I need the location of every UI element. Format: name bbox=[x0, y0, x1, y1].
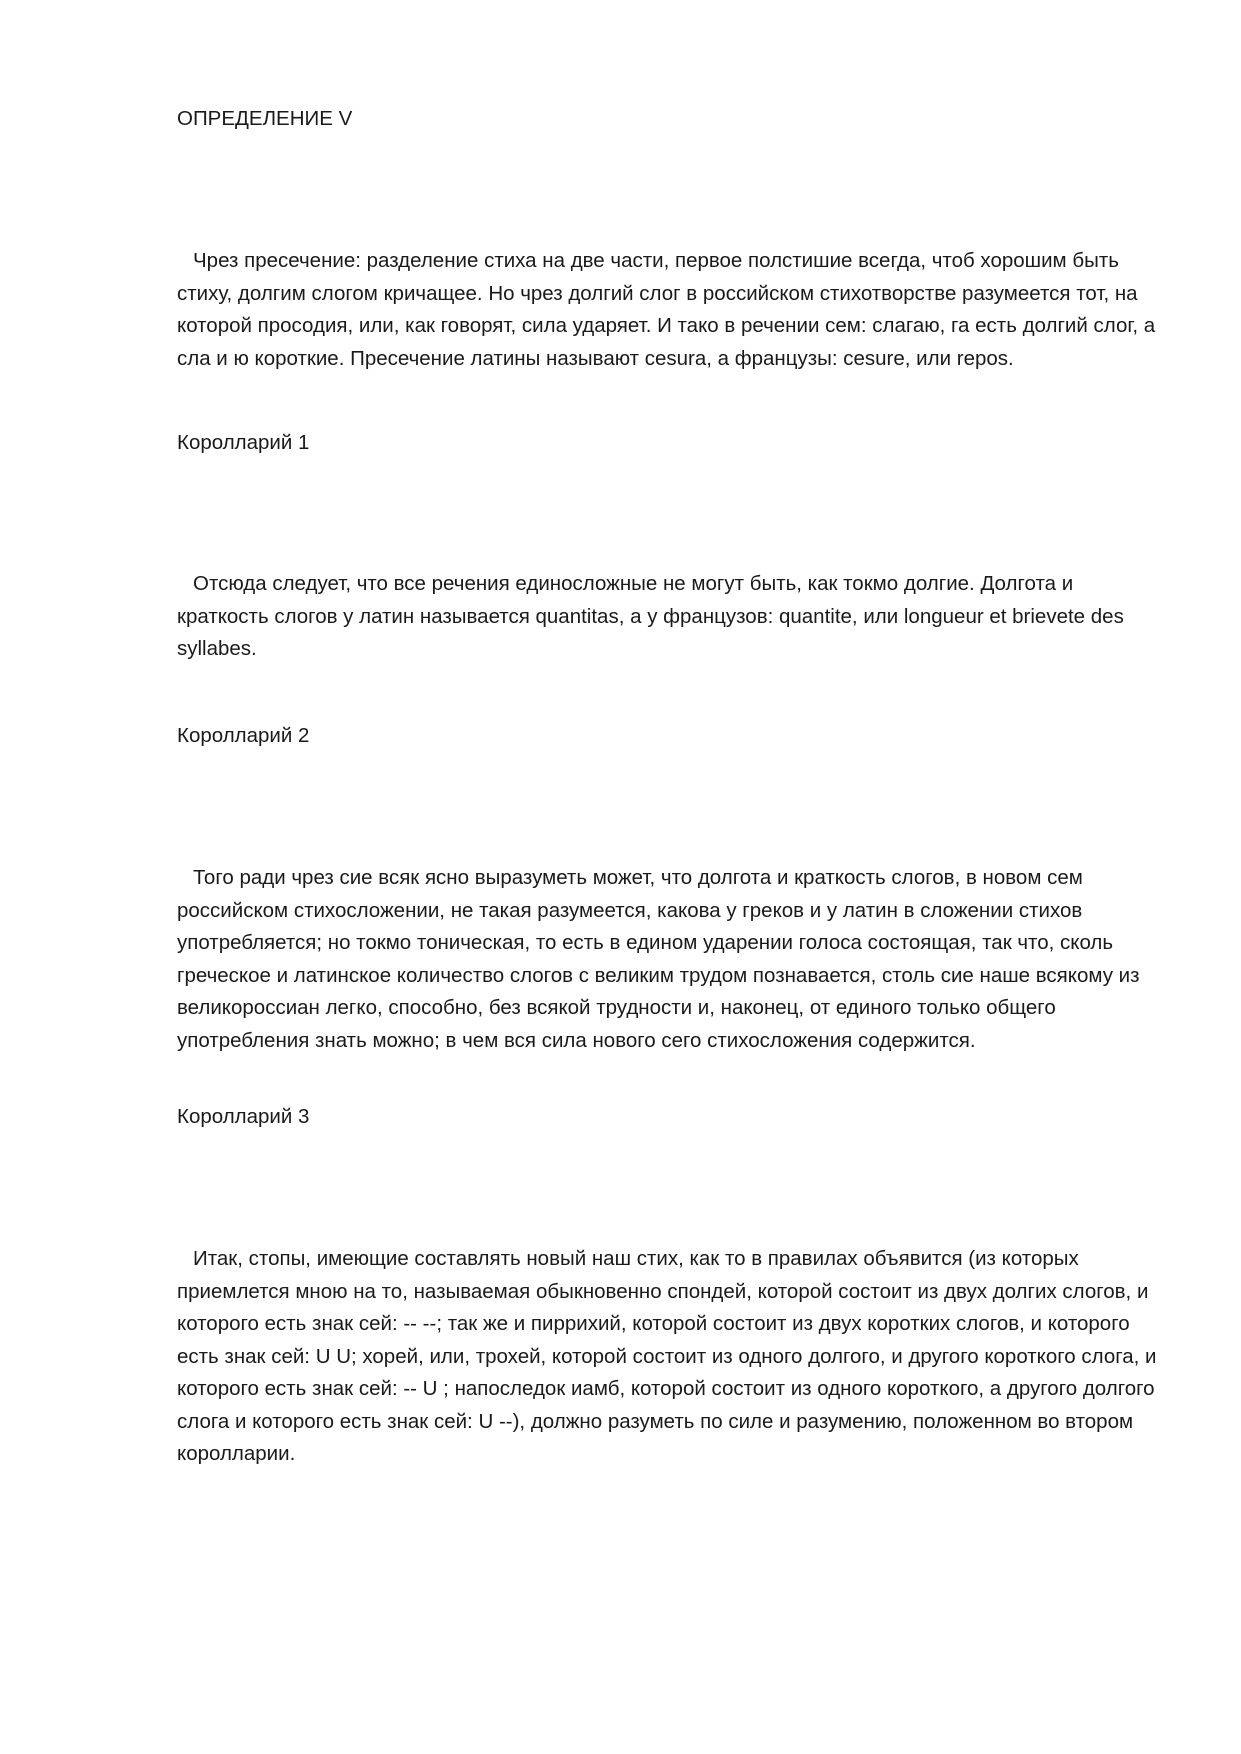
corollary-1-heading: Королларий 1 bbox=[177, 431, 310, 454]
corollary-3-heading: Королларий 3 bbox=[177, 1105, 310, 1128]
corollary-3-paragraph: Итак, стопы, имеющие составлять новый наш стих, как то в правилах объявится (из которых приемлется мною на то, называемая обыкновенно спондей, которой состоит из двух долгих слогов, и которого есть знак сей: -- --; так же и пиррихий, которой состоит из двух коротких слогов, и которого есть знак сей: U U; хорей, или, трохей, которой состоит из одного долгого, и другого короткого слога, и которого есть знак сей: -- U ; напоследок иамб, которой состоит из одного короткого, а другого долгого слога и которого есть знак сей: U --), должно разуметь по силе и разумению, положенном во втором королларии. bbox=[177, 1247, 1157, 1465]
document-title: ОПРЕДЕЛЕНИЕ V bbox=[177, 107, 353, 130]
corollary-1-paragraph: Отсюда следует, что все речения единосложные не могут быть, как токмо долгие. Долгота и краткость слогов у латин называется quantitas, а у французов: quantite, или longueur et brievete des syllabes. bbox=[177, 572, 1124, 660]
corollary-2-heading: Королларий 2 bbox=[177, 724, 310, 747]
corollary-2-paragraph: Того ради чрез сие всяк ясно выразуметь может, что долгота и краткость слогов, в новом сем российском стихосложении, не такая разумеется, какова у греков и у латин в сложении стихов употребляется; но токмо тоническая, то есть в едином ударении голоса состоящая, так что, сколь греческое и латинское количество слогов с великим трудом познавается, столь сие наше всякому из великороссиан легко, способно, без всякой трудности и, наконец, от единого только общего употребления знать можно; в чем вся сила нового сего стихосложения содержится. bbox=[177, 866, 1140, 1052]
definition-paragraph: Чрез пресечение: разделение стиха на две части, первое полстишие всегда, чтоб хорошим быть стиху, долгим слогом кричащее. Но чрез долгий слог в российском стихотворстве разумеется тот, на которой просодия, или, как говорят, сила ударяет. И тако в речении сем: слагаю, га есть долгий слог, а сла и ю короткие. Пресечение латины называют cesura, а французы: cesure, или repos. bbox=[177, 249, 1156, 370]
